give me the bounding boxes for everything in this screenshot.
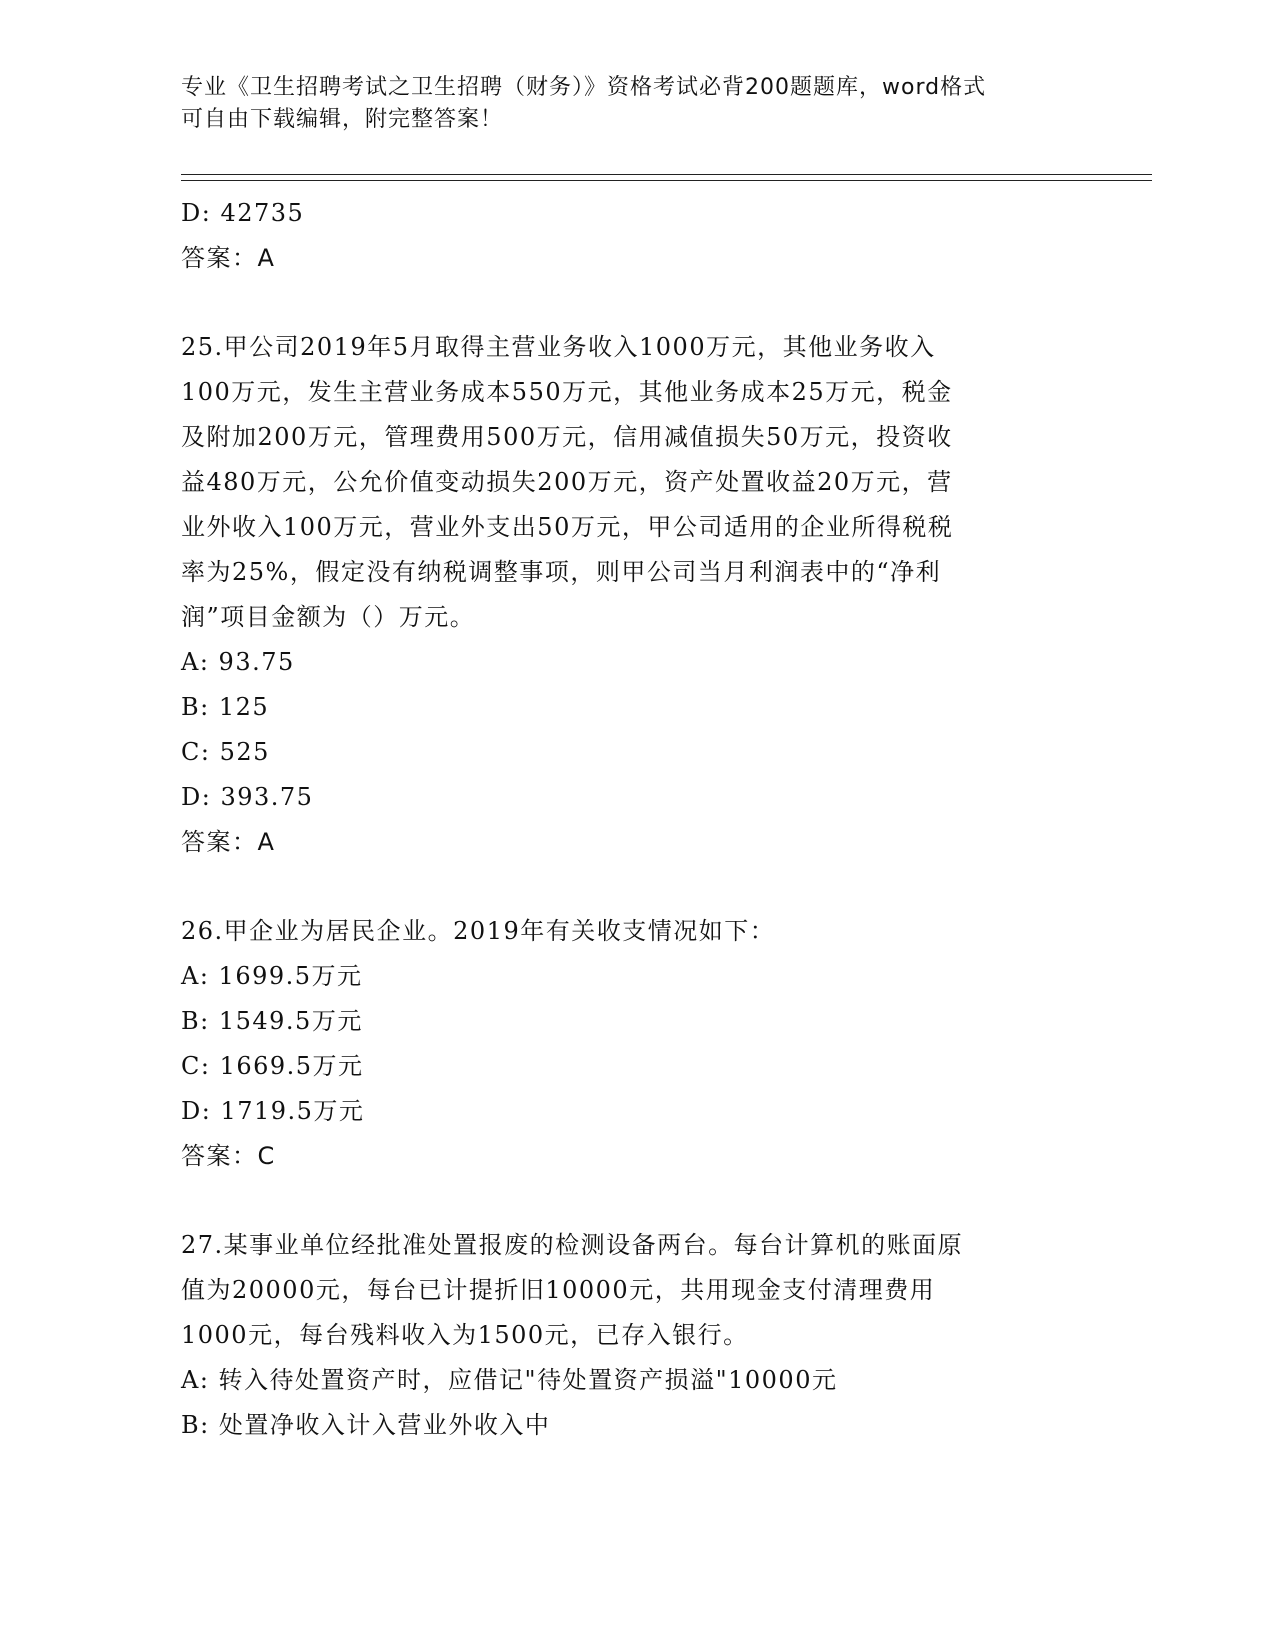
question-25-option-d: D: 393.75 (181, 783, 314, 811)
header-line-2: 可自由下载编辑，附完整答案！ (181, 107, 504, 132)
header-divider-bottom (181, 180, 1152, 181)
document-header (181, 72, 1061, 136)
question-26-text-line: 26.甲企业为居民企业。2019年有关收支情况如下： (181, 917, 776, 945)
question-26 (181, 909, 1081, 1179)
question-25-text-line: 100万元，发生主营业务成本550万元，其他业务成本25万元，税金 (181, 378, 953, 406)
question-25 (181, 325, 1081, 865)
question-25-text-line: 益480万元，公允价值变动损失200万元，资产处置收益20万元，营 (181, 468, 953, 496)
question-27-option-b: B: 处置净收入计入营业外收入中 (181, 1411, 551, 1439)
prev-answer: 答案：A (181, 244, 276, 272)
question-26-answer: 答案：C (181, 1142, 276, 1170)
question-25-answer: 答案：A (181, 828, 276, 856)
question-26-option-a: A: 1699.5万元 (181, 962, 363, 990)
question-27-text-line: 值为20000元，每台已计提折旧10000元，共用现金支付清理费用 (181, 1276, 936, 1304)
question-27-text-line: 27.某事业单位经批准处置报废的检测设备两台。每台计算机的账面原 (181, 1231, 964, 1259)
question-25-text-line: 及附加200万元，管理费用500万元，信用减值损失50万元，投资收 (181, 423, 953, 451)
header-line-1: 专业《卫生招聘考试之卫生招聘（财务）》资格考试必背200题题库，word格式 (181, 75, 987, 100)
question-26-option-b: B: 1549.5万元 (181, 1007, 363, 1035)
question-25-option-b: B: 125 (181, 693, 270, 721)
question-25-text-line: 25.甲公司2019年5月取得主营业务收入1000万元，其他业务收入 (181, 333, 936, 361)
question-25-text-line: 润”项目金额为（）万元。 (181, 603, 476, 631)
question-27 (181, 1223, 1081, 1448)
question-27-option-a: A: 转入待处置资产时，应借记"待处置资产损溢"10000元 (181, 1366, 838, 1394)
question-25-text-line: 业外收入100万元，营业外支出50万元，甲公司适用的企业所得税税 (181, 513, 954, 541)
question-25-text-line: 率为25%，假定没有纳税调整事项，则甲公司当月利润表中的“净利 (181, 558, 942, 586)
header-divider-top (181, 174, 1152, 175)
prev-option-d: D: 42735 (181, 199, 305, 227)
question-27-text-line: 1000元，每台残料收入为1500元，已存入银行。 (181, 1321, 749, 1349)
document-body (181, 191, 1081, 1448)
question-25-option-c: C: 525 (181, 738, 270, 766)
question-25-option-a: A: 93.75 (181, 648, 295, 676)
question-26-option-d: D: 1719.5万元 (181, 1097, 365, 1125)
question-26-option-c: C: 1669.5万元 (181, 1052, 364, 1080)
